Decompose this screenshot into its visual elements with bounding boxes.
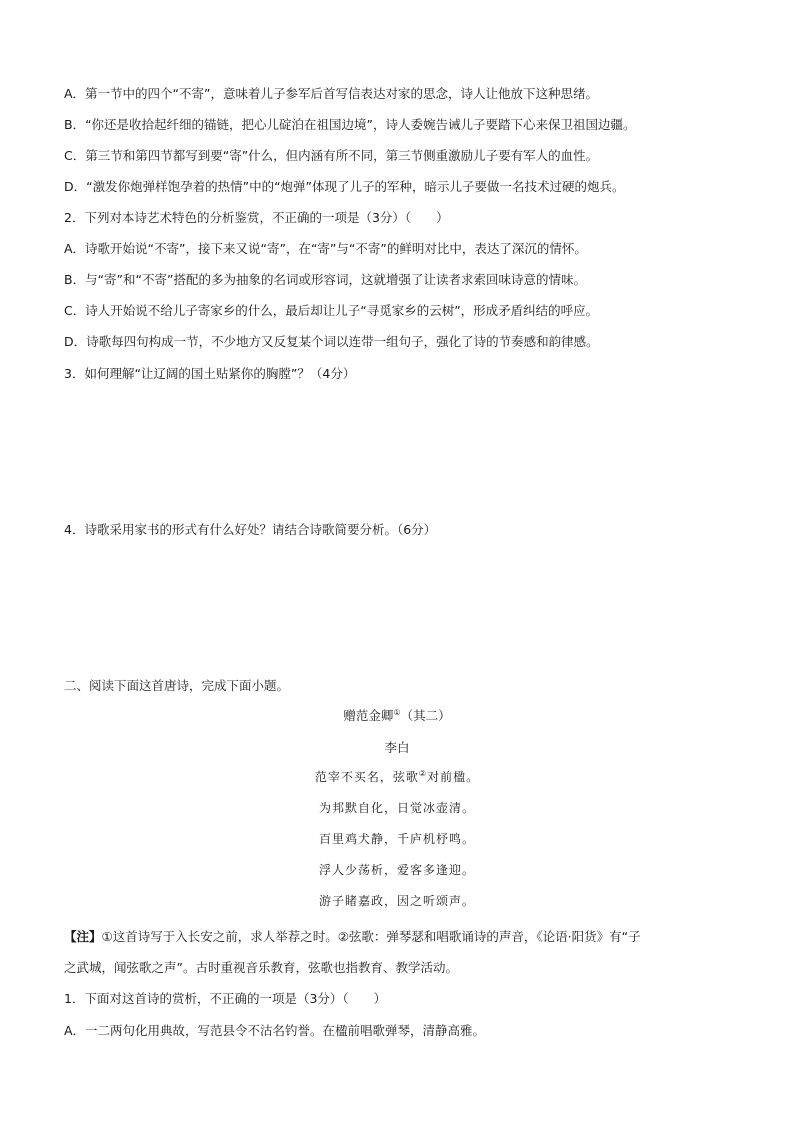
option-d: D．“激发你炮弹样饱孕着的热情”中的“炮弹”体现了儿子的军种，暗示儿子要做一名技术过硬的炮兵。: [64, 179, 625, 194]
option-a: A．第一节中的四个“不寄”，意味着儿子参军后首写信表达对家的思念，诗人让他放下这种思绪。: [64, 86, 599, 101]
poem-line: 为邦默自化，日觉冰壶清。: [318, 801, 475, 815]
question-4: 4．诗歌采用家书的形式有什么好处？请结合诗歌简要分析。（6分）: [64, 522, 437, 537]
note-text: ①这首诗写于入长安之前，求人举荐之时。②弦歌：弹琴瑟和唱歌诵诗的声音，《论语·阳货》有“子: [101, 929, 641, 944]
poem-line: [0, 769, 794, 785]
option-c: C．第三节和第四节都写到要“寄”什么，但内涵有所不同，第三节侧重激励儿子要有军人的血性。: [64, 148, 599, 163]
question-1-stem: 1．下面对这首诗的赏析，不正确的一项是（3分）（ ）: [64, 991, 387, 1006]
note-label: 【注】: [64, 929, 102, 944]
poem-line: 浮人少荡析，爱客多逢迎。: [318, 863, 475, 877]
poem-author: 李白: [384, 740, 410, 755]
option-c: C．诗人开始说不给儿子寄家乡的什么，最后却让儿子“寻觅家乡的云树”，形成矛盾纠结的呼应。: [64, 303, 599, 318]
poem-title-suffix: （其二）: [400, 708, 451, 723]
question-2-stem: 2．下列对本诗艺术特色的分析鉴赏，不正确的一项是（3分）（ ）: [64, 210, 449, 225]
poem-title-main: 赠范金卿: [343, 708, 394, 723]
option-d: D．诗歌每四句构成一节，不少地方又反复某个词以连带一组句子，强化了诗的节奏感和韵律感。: [64, 334, 599, 349]
poem-line-text: 对前楹。: [427, 770, 480, 784]
option-a: A．一二两句化用典故，写范县令不沽名钓誉。在楹前唱歌弹琴，清静高雅。: [64, 1023, 486, 1038]
poem-line: 游子睹嘉政，因之听颂声。: [318, 894, 475, 908]
poem-notes-continued: 之武城，闻弦歌之声”。古时重视音乐教育，弦歌也指教育、教学活动。: [64, 960, 458, 975]
section-2-heading: 二、阅读下面这首唐诗，完成下面小题。: [64, 678, 290, 693]
option-b: B．“你还是收拾起纤细的锚链，把心儿碇泊在祖国边境”，诗人委婉告诫儿子要踏下心来保卫祖国边疆。: [64, 117, 636, 132]
poem-notes: [64, 929, 641, 945]
footnote-mark: ②: [418, 769, 428, 778]
footnote-mark: ①: [393, 707, 401, 717]
option-b: B．与“寄”和“不寄”搭配的多为抽象的名词或形容词，这就增强了让读者求索回味诗意的情味。: [64, 272, 586, 287]
question-3: 3．如何理解“让辽阔的国土贴紧你的胸膛”？（4分）: [64, 366, 356, 381]
poem-title: [0, 708, 794, 724]
option-a: A．诗歌开始说“不寄”，接下来又说“寄”，在“寄”与“不寄”的鲜明对比中，表达了深沉的情怀。: [64, 241, 587, 256]
poem-line-text: 范宰不买名，弦歌: [314, 770, 419, 784]
poem-line: 百里鸡犬静，千庐机杼鸣。: [318, 832, 475, 846]
